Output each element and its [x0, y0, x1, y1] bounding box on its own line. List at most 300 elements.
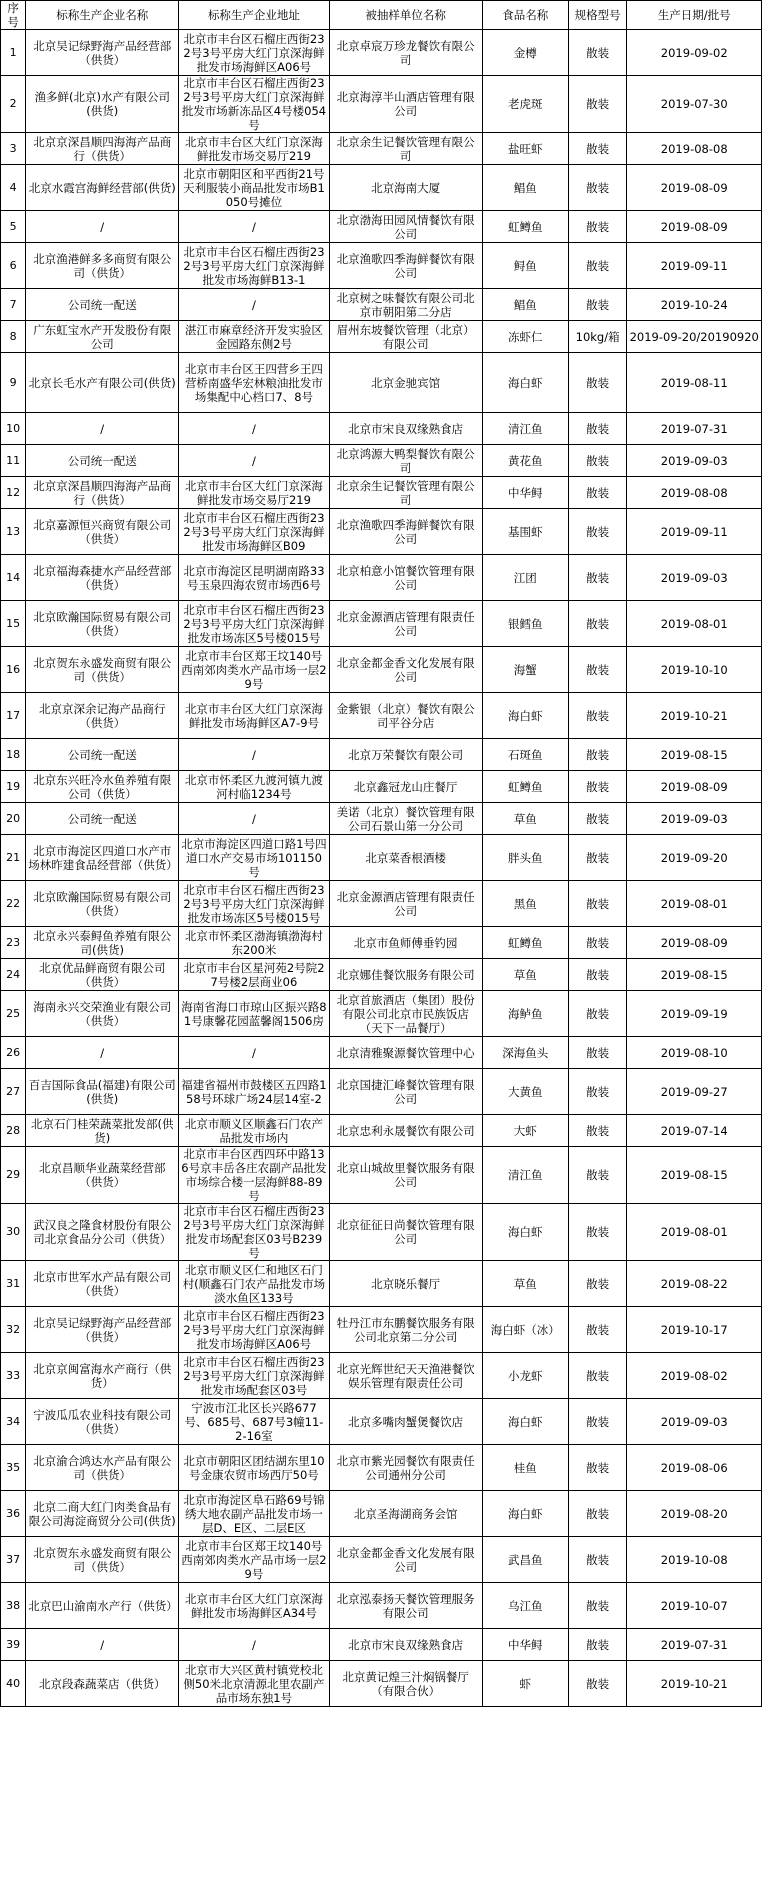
table-row — [1, 1537, 762, 1583]
producer-address-cell: 北京市丰台区王四营乡王四营桥南盛华宏林粮油批发市场集配中心档口7、8号 — [179, 353, 330, 413]
food-name-cell: 老虎斑 — [482, 76, 568, 133]
production-date-cell: 2019-09-20 — [627, 835, 762, 881]
sampled-unit-cell: 北京金驰宾馆 — [329, 353, 482, 413]
sampled-unit-cell: 北京鑫冠龙山庄餐厅 — [329, 771, 482, 803]
table-row — [1, 881, 762, 927]
production-date-cell: 2019-09-19 — [627, 991, 762, 1037]
producer-name-cell: 北京水霞宫海鲜经营部(供货) — [26, 165, 179, 211]
producer-address-cell: 北京市海淀区阜石路69号锦绣大地农副产品批发市场一层D、E区、二层E区 — [179, 1491, 330, 1537]
producer-address-cell: 北京市丰台区大红门京深海鲜批发市场交易厅219 — [179, 477, 330, 509]
sampled-unit-cell: 北京征征日尚餐饮管理有限公司 — [329, 1204, 482, 1261]
producer-address-cell: 海南省海口市琼山区振兴路81号康馨花园蓝馨阁1506房 — [179, 991, 330, 1037]
production-date-cell: 2019-08-09 — [627, 211, 762, 243]
serial-cell: 39 — [1, 1629, 26, 1661]
producer-name-cell: 北京段森蔬菜店（供货） — [26, 1661, 179, 1707]
producer-name-cell: / — [26, 413, 179, 445]
production-date-cell: 2019-08-15 — [627, 959, 762, 991]
production-date-cell: 2019-09-02 — [627, 30, 762, 76]
sampled-unit-cell: 北京市宋良双缘熟食店 — [329, 1629, 482, 1661]
producer-address-cell: / — [179, 1629, 330, 1661]
production-date-cell: 2019-09-11 — [627, 243, 762, 289]
food-name-cell: 武昌鱼 — [482, 1537, 568, 1583]
table-row — [1, 601, 762, 647]
header-production-date: 生产日期/批号 — [627, 1, 762, 30]
producer-address-cell: 北京市丰台区大红门京深海鲜批发市场交易厅219 — [179, 133, 330, 165]
sampled-unit-cell: 北京金都金香文化发展有限公司 — [329, 647, 482, 693]
sampled-unit-cell: 北京娜佳餐饮服务有限公司 — [329, 959, 482, 991]
production-date-cell: 2019-10-24 — [627, 289, 762, 321]
producer-name-cell: 北京巴山渝南水产行（供货） — [26, 1583, 179, 1629]
food-name-cell: 深海鱼头 — [482, 1037, 568, 1069]
food-name-cell: 海白虾 — [482, 1491, 568, 1537]
producer-name-cell: 北京京深昌顺四海海产品商行（供货） — [26, 477, 179, 509]
serial-cell: 27 — [1, 1069, 26, 1115]
food-name-cell: 草鱼 — [482, 959, 568, 991]
table-row — [1, 133, 762, 165]
spec-cell: 散装 — [568, 601, 627, 647]
production-date-cell: 2019-08-10 — [627, 1037, 762, 1069]
serial-cell: 32 — [1, 1307, 26, 1353]
serial-cell: 12 — [1, 477, 26, 509]
producer-address-cell: 北京市丰台区大红门京深海鲜批发市场海鲜区A34号 — [179, 1583, 330, 1629]
serial-cell: 36 — [1, 1491, 26, 1537]
sampled-unit-cell: 北京万荣餐饮有限公司 — [329, 739, 482, 771]
food-name-cell: 大虾 — [482, 1115, 568, 1147]
production-date-cell: 2019-07-31 — [627, 413, 762, 445]
food-name-cell: 黄花鱼 — [482, 445, 568, 477]
producer-name-cell: 北京欧瀚国际贸易有限公司（供货） — [26, 601, 179, 647]
spec-cell: 散装 — [568, 445, 627, 477]
header-row — [1, 1, 762, 30]
production-date-cell: 2019-08-06 — [627, 1445, 762, 1491]
producer-name-cell: 武汉良之隆食材股份有限公司北京食品分公司（供货） — [26, 1204, 179, 1261]
production-date-cell: 2019-08-22 — [627, 1261, 762, 1307]
food-name-cell: 金樽 — [482, 30, 568, 76]
table-row — [1, 647, 762, 693]
producer-name-cell: 北京东兴旺冷水鱼养殖有限公司（供货） — [26, 771, 179, 803]
serial-cell: 20 — [1, 803, 26, 835]
food-name-cell: 基围虾 — [482, 509, 568, 555]
spec-cell: 散装 — [568, 739, 627, 771]
serial-cell: 19 — [1, 771, 26, 803]
table-row — [1, 1661, 762, 1707]
producer-address-cell: 北京市丰台区石榴庄西街232号3号平房大红门京深海鲜批发市场新冻品区4号楼054号 — [179, 76, 330, 133]
spec-cell: 散装 — [568, 30, 627, 76]
table-row — [1, 76, 762, 133]
table-row — [1, 959, 762, 991]
producer-address-cell: 北京市顺义区仁和地区石门村(顺鑫石门农产品批发市场淡水鱼区133号 — [179, 1261, 330, 1307]
producer-name-cell: 北京嘉源恒兴商贸有限公司（供货） — [26, 509, 179, 555]
serial-cell: 31 — [1, 1261, 26, 1307]
table-row — [1, 803, 762, 835]
producer-name-cell: 北京优品鲜商贸有限公司（供货） — [26, 959, 179, 991]
production-date-cell: 2019-07-14 — [627, 1115, 762, 1147]
spec-cell: 散装 — [568, 1537, 627, 1583]
serial-cell: 9 — [1, 353, 26, 413]
production-date-cell: 2019-10-21 — [627, 693, 762, 739]
food-name-cell: 小龙虾 — [482, 1353, 568, 1399]
sampled-unit-cell: 北京海南大厦 — [329, 165, 482, 211]
table-row — [1, 243, 762, 289]
production-date-cell: 2019-08-02 — [627, 1353, 762, 1399]
table-row — [1, 445, 762, 477]
serial-cell: 2 — [1, 76, 26, 133]
spec-cell: 散装 — [568, 509, 627, 555]
spec-cell: 散装 — [568, 1399, 627, 1445]
production-date-cell: 2019-08-09 — [627, 771, 762, 803]
producer-address-cell: 北京市丰台区星河苑2号院27号楼2层商业06 — [179, 959, 330, 991]
serial-cell: 11 — [1, 445, 26, 477]
spec-cell: 散装 — [568, 1353, 627, 1399]
table-row — [1, 477, 762, 509]
producer-name-cell: 海南永兴交荣渔业有限公司（供货） — [26, 991, 179, 1037]
table-row — [1, 1583, 762, 1629]
production-date-cell: 2019-08-11 — [627, 353, 762, 413]
producer-name-cell: 公司统一配送 — [26, 445, 179, 477]
serial-cell: 33 — [1, 1353, 26, 1399]
producer-address-cell: / — [179, 413, 330, 445]
table-row — [1, 739, 762, 771]
spec-cell: 散装 — [568, 76, 627, 133]
serial-cell: 17 — [1, 693, 26, 739]
spec-cell: 散装 — [568, 881, 627, 927]
production-date-cell: 2019-07-31 — [627, 1629, 762, 1661]
table-row — [1, 1037, 762, 1069]
spec-cell: 散装 — [568, 803, 627, 835]
serial-cell: 6 — [1, 243, 26, 289]
producer-name-cell: 北京贺东永盛发商贸有限公司（供货） — [26, 647, 179, 693]
producer-address-cell: 北京市丰台区石榴庄西街232号3号平房大红门京深海鲜批发市场海鲜区A06号 — [179, 1307, 330, 1353]
food-name-cell: 中华鲟 — [482, 1629, 568, 1661]
producer-name-cell: 北京渔港鲜多多商贸有限公司（供货） — [26, 243, 179, 289]
sampled-unit-cell: 北京渔歌四季海鲜餐饮有限公司 — [329, 509, 482, 555]
serial-cell: 3 — [1, 133, 26, 165]
producer-address-cell: 北京市朝阳区团结湖东里10号金康农贸市场西厅50号 — [179, 1445, 330, 1491]
sampled-unit-cell: 北京忠利永晟餐饮有限公司 — [329, 1115, 482, 1147]
producer-address-cell: 北京市海淀区昆明湖南路33号玉泉四海农贸市场西6号 — [179, 555, 330, 601]
serial-cell: 13 — [1, 509, 26, 555]
producer-name-cell: 公司统一配送 — [26, 803, 179, 835]
producer-name-cell: 北京永兴泰鲟鱼养殖有限公司(供货) — [26, 927, 179, 959]
food-name-cell: 虹鳟鱼 — [482, 927, 568, 959]
spec-cell: 散装 — [568, 1583, 627, 1629]
production-date-cell: 2019-10-17 — [627, 1307, 762, 1353]
sampled-unit-cell: 北京国捷汇峰餐饮管理有限公司 — [329, 1069, 482, 1115]
food-name-cell: 海白虾 — [482, 1399, 568, 1445]
serial-cell: 34 — [1, 1399, 26, 1445]
table-row — [1, 771, 762, 803]
spec-cell: 散装 — [568, 555, 627, 601]
production-date-cell: 2019-09-03 — [627, 445, 762, 477]
sampled-unit-cell: 北京余生记餐饮管理有限公司 — [329, 133, 482, 165]
table-row — [1, 1629, 762, 1661]
serial-cell: 16 — [1, 647, 26, 693]
producer-address-cell: 北京市丰台区石榴庄西街232号3号平房大红门京深海鲜批发市场冻区5号楼015号 — [179, 881, 330, 927]
spec-cell: 散装 — [568, 991, 627, 1037]
spec-cell: 散装 — [568, 211, 627, 243]
serial-cell: 18 — [1, 739, 26, 771]
producer-name-cell: / — [26, 1629, 179, 1661]
table-row — [1, 693, 762, 739]
production-date-cell: 2019-08-20 — [627, 1491, 762, 1537]
sampled-unit-cell: 金紫银（北京）餐饮有限公司平谷分店 — [329, 693, 482, 739]
producer-address-cell: / — [179, 1037, 330, 1069]
serial-cell: 26 — [1, 1037, 26, 1069]
producer-address-cell: 北京市朝阳区和平西街21号天利服装小商品批发市场B1050号摊位 — [179, 165, 330, 211]
table-row — [1, 1445, 762, 1491]
producer-name-cell: 北京福海森捷水产品经营部（供货） — [26, 555, 179, 601]
food-name-cell: 中华鲟 — [482, 477, 568, 509]
header-food-name: 食品名称 — [482, 1, 568, 30]
spec-cell: 散装 — [568, 243, 627, 289]
serial-cell: 30 — [1, 1204, 26, 1261]
producer-name-cell: 北京市海淀区四道口水产市场林昨建食品经营部（供货） — [26, 835, 179, 881]
producer-name-cell: 百吉国际食品(福建)有限公司(供货) — [26, 1069, 179, 1115]
spec-cell: 散装 — [568, 1661, 627, 1707]
producer-name-cell: 北京贺东永盛发商贸有限公司（供货） — [26, 1537, 179, 1583]
food-name-cell: 草鱼 — [482, 1261, 568, 1307]
producer-address-cell: 北京市丰台区石榴庄西街232号3号平房大红门京深海鲜批发市场海鲜B13-1 — [179, 243, 330, 289]
producer-address-cell: 北京市丰台区郑王坟140号西南郊肉类水产品市场一层29号 — [179, 1537, 330, 1583]
producer-address-cell: 北京市丰台区石榴庄西街232号3号平房大红门京深海鲜批发市场配套区03号B239号 — [179, 1204, 330, 1261]
table-row — [1, 289, 762, 321]
sampled-unit-cell: 北京金源酒店管理有限责任公司 — [329, 881, 482, 927]
sampled-unit-cell: 北京柏意小馆餐饮管理有限公司 — [329, 555, 482, 601]
food-name-cell: 海蟹 — [482, 647, 568, 693]
serial-cell: 37 — [1, 1537, 26, 1583]
food-name-cell: 乌江鱼 — [482, 1583, 568, 1629]
header-spec: 规格型号 — [568, 1, 627, 30]
food-name-cell: 海白虾 — [482, 693, 568, 739]
producer-address-cell: / — [179, 803, 330, 835]
sampled-unit-cell: 牡丹江市东鹏餐饮服务有限公司北京第二分公司 — [329, 1307, 482, 1353]
production-date-cell: 2019-10-08 — [627, 1537, 762, 1583]
production-date-cell: 2019-07-30 — [627, 76, 762, 133]
food-name-cell: 银鳕鱼 — [482, 601, 568, 647]
production-date-cell: 2019-08-01 — [627, 881, 762, 927]
serial-cell: 14 — [1, 555, 26, 601]
producer-address-cell: 北京市丰台区大红门京深海鲜批发市场海鲜区A7-9号 — [179, 693, 330, 739]
food-name-cell: 海鲈鱼 — [482, 991, 568, 1037]
spec-cell: 散装 — [568, 693, 627, 739]
table-row — [1, 1115, 762, 1147]
producer-address-cell: 北京市丰台区西四环中路136号京丰岳各庄农副产品批发市场综合楼一层海鲜88-89号 — [179, 1147, 330, 1204]
sampled-unit-cell: 北京海淳半山酒店管理有限公司 — [329, 76, 482, 133]
spec-cell: 10kg/箱 — [568, 321, 627, 353]
serial-cell: 23 — [1, 927, 26, 959]
spec-cell: 散装 — [568, 1629, 627, 1661]
producer-address-cell: 北京市顺义区顺鑫石门农产品批发市场内 — [179, 1115, 330, 1147]
producer-address-cell: 福建省福州市鼓楼区五四路158号环球广场24层14室-2 — [179, 1069, 330, 1115]
serial-cell: 29 — [1, 1147, 26, 1204]
sampled-unit-cell: 美诺（北京）餐饮管理有限公司石景山第一分公司 — [329, 803, 482, 835]
food-name-cell: 海白虾（冰） — [482, 1307, 568, 1353]
producer-name-cell: / — [26, 211, 179, 243]
spec-cell: 散装 — [568, 1147, 627, 1204]
spec-cell: 散装 — [568, 835, 627, 881]
producer-address-cell: 宁波市江北区长兴路677号、685号、687号3幢11-2-16室 — [179, 1399, 330, 1445]
table-row — [1, 321, 762, 353]
food-name-cell: 草鱼 — [482, 803, 568, 835]
spec-cell: 散装 — [568, 927, 627, 959]
header-sampled-unit: 被抽样单位名称 — [329, 1, 482, 30]
spec-cell: 散装 — [568, 133, 627, 165]
producer-address-cell: 北京市海淀区四道口路1号四道口水产交易市场101150号 — [179, 835, 330, 881]
food-name-cell: 鲳鱼 — [482, 289, 568, 321]
spec-cell: 散装 — [568, 413, 627, 445]
producer-address-cell: 湛江市麻章经济开发实验区金园路东侧2号 — [179, 321, 330, 353]
food-name-cell: 清江鱼 — [482, 413, 568, 445]
spec-cell: 散装 — [568, 165, 627, 211]
sampled-unit-cell: 北京余生记餐饮管理有限公司 — [329, 477, 482, 509]
header-producer-address: 标称生产企业地址 — [179, 1, 330, 30]
producer-address-cell: 北京市丰台区石榴庄西街232号3号平房大红门京深海鲜批发市场海鲜区A06号 — [179, 30, 330, 76]
producer-address-cell: 北京市丰台区郑王坟140号西南郊肉类水产品市场一层29号 — [179, 647, 330, 693]
table-row — [1, 353, 762, 413]
sampled-unit-cell: 北京市宋良双缘熟食店 — [329, 413, 482, 445]
table-body — [1, 30, 762, 1707]
table-row — [1, 1147, 762, 1204]
sampled-unit-cell: 北京树之味餐饮有限公司北京市朝阳第二分店 — [329, 289, 482, 321]
sampled-unit-cell: 北京渔歌四季海鲜餐饮有限公司 — [329, 243, 482, 289]
table-row — [1, 1204, 762, 1261]
production-date-cell: 2019-09-27 — [627, 1069, 762, 1115]
serial-cell: 5 — [1, 211, 26, 243]
producer-address-cell: / — [179, 445, 330, 477]
table-row — [1, 1491, 762, 1537]
serial-cell: 35 — [1, 1445, 26, 1491]
production-date-cell: 2019-10-10 — [627, 647, 762, 693]
production-date-cell: 2019-09-03 — [627, 1399, 762, 1445]
producer-address-cell: 北京市丰台区石榴庄西街232号3号平房大红门京深海鲜批发市场配套区03号 — [179, 1353, 330, 1399]
producer-name-cell: 北京京闽富海水产商行（供货） — [26, 1353, 179, 1399]
food-name-cell: 冻虾仁 — [482, 321, 568, 353]
food-name-cell: 虹鳟鱼 — [482, 211, 568, 243]
sampled-unit-cell: 北京山城故里餐饮服务有限公司 — [329, 1147, 482, 1204]
table-row — [1, 555, 762, 601]
spec-cell: 散装 — [568, 477, 627, 509]
producer-name-cell: 北京京深昌顺四海海产品商行（供货） — [26, 133, 179, 165]
food-name-cell: 鲳鱼 — [482, 165, 568, 211]
producer-address-cell: 北京市丰台区石榴庄西街232号3号平房大红门京深海鲜批发市场冻区5号楼015号 — [179, 601, 330, 647]
production-date-cell: 2019-08-01 — [627, 1204, 762, 1261]
serial-cell: 15 — [1, 601, 26, 647]
serial-cell: 1 — [1, 30, 26, 76]
spec-cell: 散装 — [568, 959, 627, 991]
producer-name-cell: 宁波瓜瓜农业科技有限公司（供货） — [26, 1399, 179, 1445]
sampled-unit-cell: 北京金都金香文化发展有限公司 — [329, 1537, 482, 1583]
table-row — [1, 1261, 762, 1307]
producer-address-cell: / — [179, 739, 330, 771]
food-name-cell: 海白虾 — [482, 1204, 568, 1261]
table-row — [1, 991, 762, 1037]
sampled-unit-cell: 北京首旅酒店（集团）股份有限公司北京市民族饭店（天下一品餐厅） — [329, 991, 482, 1037]
sampled-unit-cell: 北京市鱼师傅垂钓园 — [329, 927, 482, 959]
producer-address-cell: / — [179, 289, 330, 321]
producer-name-cell: 北京昌顺华业蔬菜经营部（供货） — [26, 1147, 179, 1204]
production-date-cell: 2019-08-09 — [627, 165, 762, 211]
production-date-cell: 2019-08-15 — [627, 739, 762, 771]
food-name-cell: 石斑鱼 — [482, 739, 568, 771]
serial-cell: 7 — [1, 289, 26, 321]
producer-name-cell: 北京京深余记海产品商行（供货） — [26, 693, 179, 739]
food-name-cell: 黑鱼 — [482, 881, 568, 927]
production-date-cell: 2019-10-07 — [627, 1583, 762, 1629]
producer-name-cell: 北京石门桂荣蔬菜批发部(供货) — [26, 1115, 179, 1147]
table-row — [1, 30, 762, 76]
spec-cell: 散装 — [568, 353, 627, 413]
producer-address-cell: 北京市丰台区石榴庄西街232号3号平房大红门京深海鲜批发市场海鲜区B09 — [179, 509, 330, 555]
production-date-cell: 2019-09-03 — [627, 803, 762, 835]
sampled-unit-cell: 北京卓宸万珍龙餐饮有限公司 — [329, 30, 482, 76]
production-date-cell: 2019-08-09 — [627, 927, 762, 959]
table-row — [1, 165, 762, 211]
producer-name-cell: 北京市世军水产品有限公司（供货） — [26, 1261, 179, 1307]
producer-name-cell: 北京吴记绿野海产品经营部（供货） — [26, 1307, 179, 1353]
spec-cell: 散装 — [568, 1261, 627, 1307]
food-name-cell: 桂鱼 — [482, 1445, 568, 1491]
table-row — [1, 1353, 762, 1399]
producer-address-cell: / — [179, 211, 330, 243]
spec-cell: 散装 — [568, 289, 627, 321]
header-producer-name: 标称生产企业名称 — [26, 1, 179, 30]
sampled-unit-cell: 北京鸿源大鸭梨餐饮有限公司 — [329, 445, 482, 477]
producer-name-cell: 渔多鲜(北京)水产有限公司(供货) — [26, 76, 179, 133]
production-date-cell: 2019-08-15 — [627, 1147, 762, 1204]
serial-cell: 21 — [1, 835, 26, 881]
producer-name-cell: 北京欧瀚国际贸易有限公司（供货） — [26, 881, 179, 927]
production-date-cell: 2019-09-20/20190920 — [627, 321, 762, 353]
table-row — [1, 1307, 762, 1353]
sampled-unit-cell: 北京圣海湖商务会馆 — [329, 1491, 482, 1537]
spec-cell: 散装 — [568, 1445, 627, 1491]
production-date-cell: 2019-08-01 — [627, 601, 762, 647]
producer-name-cell: 北京二商大红门肉类食品有限公司海淀商贸分公司(供货) — [26, 1491, 179, 1537]
food-name-cell: 江团 — [482, 555, 568, 601]
producer-address-cell: 北京市大兴区黄村镇党校北侧50米北京清源北里农副产品市场东独1号 — [179, 1661, 330, 1707]
production-date-cell: 2019-09-03 — [627, 555, 762, 601]
producer-name-cell: 广东虹宝水产开发股份有限公司 — [26, 321, 179, 353]
food-name-cell: 胖头鱼 — [482, 835, 568, 881]
sampled-unit-cell: 北京渤海田园风情餐饮有限公司 — [329, 211, 482, 243]
producer-name-cell: 公司统一配送 — [26, 289, 179, 321]
serial-cell: 4 — [1, 165, 26, 211]
table-row — [1, 413, 762, 445]
sampled-unit-cell: 北京泓泰扬天餐饮管理服务有限公司 — [329, 1583, 482, 1629]
production-date-cell: 2019-08-08 — [627, 477, 762, 509]
food-name-cell: 鲟鱼 — [482, 243, 568, 289]
spec-cell: 散装 — [568, 647, 627, 693]
producer-name-cell: 北京吴记绿野海产品经营部（供货） — [26, 30, 179, 76]
header-serial: 序号 — [1, 1, 26, 30]
sampled-unit-cell: 北京多嘴肉蟹煲餐饮店 — [329, 1399, 482, 1445]
food-name-cell: 虹鳟鱼 — [482, 771, 568, 803]
table-row — [1, 927, 762, 959]
producer-name-cell: 北京渝合鸿达水产品有限公司（供货） — [26, 1445, 179, 1491]
serial-cell: 10 — [1, 413, 26, 445]
table-row — [1, 835, 762, 881]
table-row — [1, 1399, 762, 1445]
producer-name-cell: / — [26, 1037, 179, 1069]
spec-cell: 散装 — [568, 1307, 627, 1353]
sampled-unit-cell: 北京金源酒店管理有限责任公司 — [329, 601, 482, 647]
production-date-cell: 2019-10-21 — [627, 1661, 762, 1707]
sampled-unit-cell: 北京市紫光园餐饮有限责任公司通州分公司 — [329, 1445, 482, 1491]
serial-cell: 28 — [1, 1115, 26, 1147]
food-name-cell: 海白虾 — [482, 353, 568, 413]
producer-name-cell: 公司统一配送 — [26, 739, 179, 771]
sampled-unit-cell: 北京光辉世纪天天渔港餐饮娱乐管理有限责任公司 — [329, 1353, 482, 1399]
